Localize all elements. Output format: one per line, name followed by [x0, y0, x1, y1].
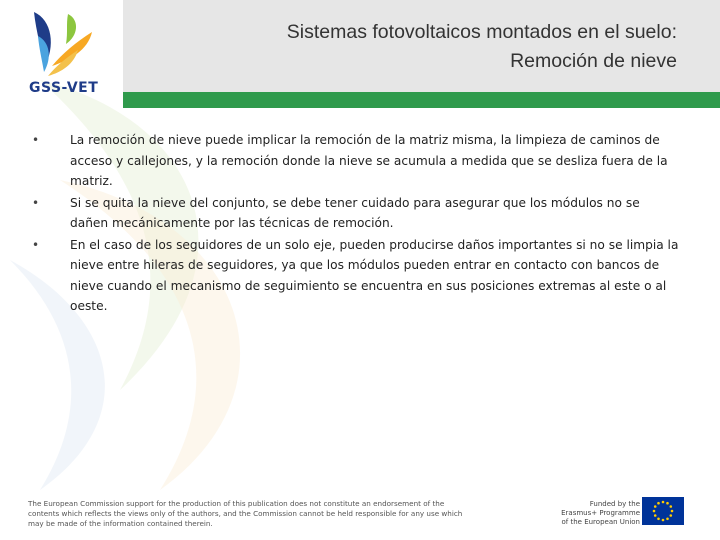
eu-star [669, 505, 672, 508]
eu-star [662, 519, 665, 522]
list-item [30, 235, 680, 317]
eu-star [653, 510, 656, 513]
bullet-marker: • [32, 237, 40, 252]
bullet-text: En el caso de los seguidores de un solo eje, pueden producirse daños importantes si no se limpia la nieve entre hileras de seguidores, ya que los módulos pueden entrar en contacto con bancos de nieve cuando el mecanismo de seguimiento se encuentra en sus posiciones extremas al este o al oeste. [70, 237, 679, 313]
eu-flag-icon [642, 497, 684, 525]
funded-by-label [561, 500, 640, 527]
slide-title-line2: Remoción de nieve [510, 50, 677, 72]
eu-star [657, 502, 660, 505]
funded-line: Erasmus+ Programme [561, 509, 640, 517]
bullet-marker: • [32, 133, 40, 147]
disclaimer-line: may be made of the information contained therein. [28, 519, 213, 528]
list-item [30, 193, 680, 234]
slide-title-line1: Sistemas fotovoltaicos montados en el suelo: [286, 21, 677, 43]
eu-star [657, 517, 660, 520]
disclaimer-line: The European Commission support for the production of this publication does not constitute an endorsement of the [28, 499, 445, 508]
list-item [30, 130, 680, 192]
funded-line: of the European Union [561, 518, 640, 526]
eu-star [669, 514, 672, 517]
logo-wordmark: GSS-VET [29, 80, 99, 96]
bullet-text: Si se quita la nieve del conjunto, se debe tener cuidado para asegurar que los módulos no se dañen mecánicamente por las técnicas de remoción. [70, 195, 640, 230]
eu-star [671, 510, 674, 513]
eu-disclaimer [28, 499, 463, 529]
bullet-marker: • [32, 195, 40, 210]
disclaimer-line: contents which reflects the views only of the authors, and the Commission cannot be held responsible for any use which [28, 509, 463, 518]
eu-star [654, 505, 657, 508]
funded-line: Funded by the [589, 500, 640, 508]
bullet-list [30, 130, 680, 318]
eu-star [666, 517, 669, 520]
eu-star [654, 514, 657, 517]
bullet-text: La remoción de nieve puede implicar la remoción de la matriz misma, la limpieza de caminos de acceso y callejones, y la remoción donde la nieve se acumula a medida que se desliza fuera de la matriz. [70, 133, 668, 188]
eu-star [666, 502, 669, 505]
slide-title [287, 18, 677, 76]
eu-star [662, 501, 665, 504]
